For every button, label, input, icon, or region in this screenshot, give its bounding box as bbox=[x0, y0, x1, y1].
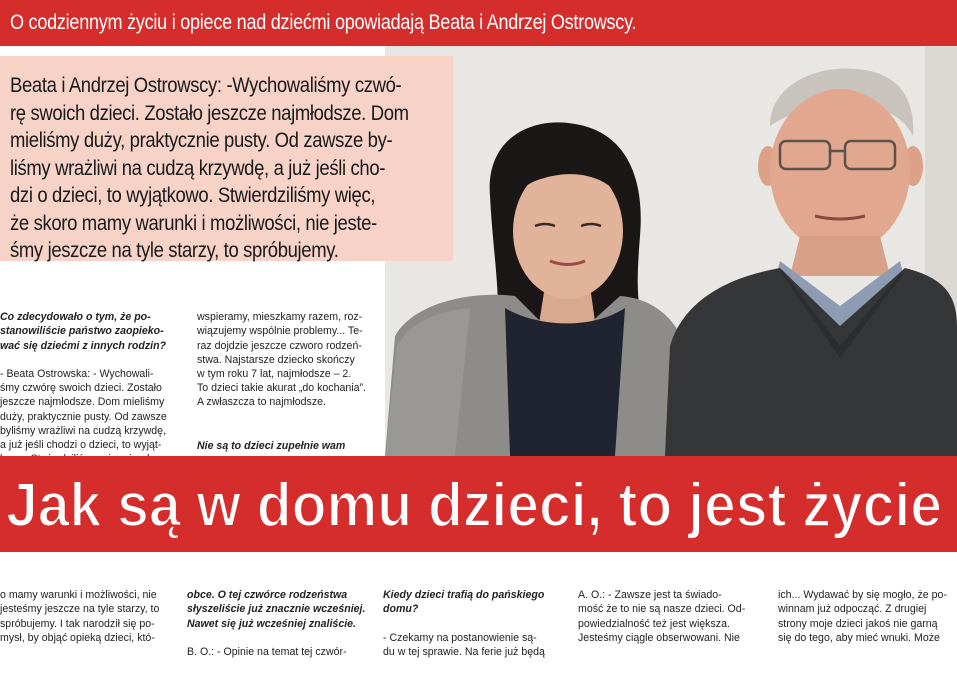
article-column-1 bbox=[0, 296, 178, 452]
headline-svg bbox=[0, 456, 957, 552]
lower-column-3 bbox=[383, 574, 563, 659]
article-text: A. O.: - Zawsze jest ta świado- mość że to nie są nasze dzieci. Od- powiedzialność też jest większa. Jesteśmy ciągle obserwowani. Nie bbox=[578, 589, 746, 644]
interview-question: Nie są to dzieci zupełnie wam bbox=[197, 439, 346, 452]
interview-question: obce. O tej czwórce rodzeństwa słyszeliście już znacznie wcześniej. Nawet się już wcześniej znaliście. bbox=[187, 589, 366, 630]
pull-quote-text: Beata i Andrzej Ostrowscy: -Wychowaliśmy czwó- rę swoich dzieci. Zostało jeszcze najmłodsze. Dom mieliśmy duży, praktycznie pusty. Od zawsze by- liśmy wrażliwi na cudzą krzywdę, a już jeśli cho- dzi o dzieci, to wyjątkowo. Stwierdziliśmy więc, że skoro mamy warunki i możliwości, nie jeste- śmy jeszcze na tyle starzy, to spróbujemy. bbox=[10, 74, 409, 262]
pull-quote-box bbox=[0, 56, 453, 261]
interview-answer: - Beata Ostrowska: - Wychowali- śmy czwórę swoich dzieci. Zostało jeszcze najmłodsze. Dom mieliśmy duży, praktycznie pusty. Od zawsze byliśmy wrażliwi na cudzą krzywdę, a już jeśli chodzi o dzieci, to wyjąt- bbox=[0, 368, 167, 452]
article-text: o mamy warunki i możliwości, nie jesteśmy jeszcze na tyle starzy, to spróbujemy. I tak narodził się po- mysł, by objąć opieką dzieci, któ- bbox=[0, 589, 160, 644]
top-banner bbox=[0, 0, 957, 46]
interview-question: Kiedy dzieci trafią do pańskiego domu? bbox=[383, 589, 545, 616]
lower-column-4 bbox=[578, 574, 758, 644]
lower-column-1 bbox=[0, 574, 180, 644]
article-column-2 bbox=[197, 296, 375, 452]
banner-text: O codziennym życiu i opiece nad dziećmi opowiadają Beata i Andrzej Ostrowscy. bbox=[10, 11, 637, 34]
interview-answer: B. O.: - Opinie na temat tej czwór- bbox=[187, 646, 347, 659]
interview-question: Co zdecydowało o tym, że po- stanowiliście państwo zaopieko- wać się dziećmi z innych rodzin? bbox=[0, 311, 167, 352]
interview-answer: - Czekamy na postanowienie są- du w tej sprawie. Na ferie już będą bbox=[383, 631, 545, 659]
lower-column-2 bbox=[187, 574, 367, 659]
interview-answer: wspieramy, mieszkamy razem, roz- wiązujemy wspólnie problemy... Te- raz dojdzie jeszcze czworo rodzeń- stwa. Najstarsze dziecko skończy w tym roku 7 lat, najmłodsze – 2. To dzieci takie akurat „do kochania”. A zwłaszcza to najmłodsze. bbox=[197, 311, 366, 409]
headline-text: Jak są w domu dzieci, to jest życie bbox=[6, 471, 942, 540]
article-text: ich... Wydawać by się mogło, że po- winnam już odpocząć. Z drugiej strony moje dzieci jakoś nie garną się do tego, aby mieć wnuki. Może bbox=[778, 589, 947, 644]
couple-photo-illustration bbox=[385, 46, 957, 456]
lower-column-5 bbox=[778, 574, 957, 644]
headline-band bbox=[0, 456, 957, 552]
couple-photo bbox=[385, 46, 957, 456]
